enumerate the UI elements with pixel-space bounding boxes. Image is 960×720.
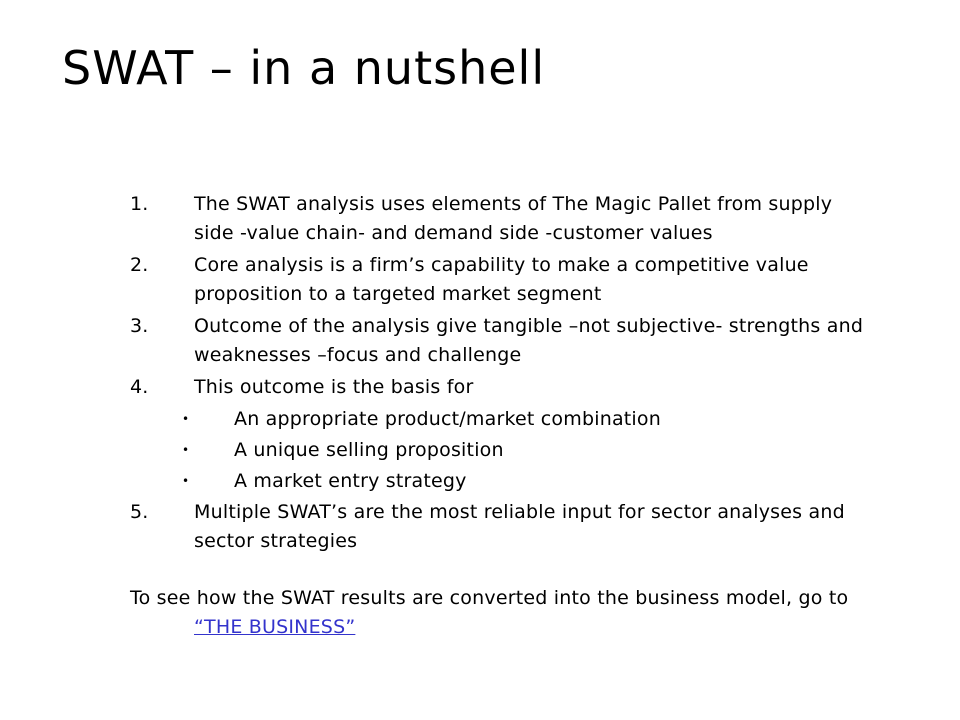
list-number: 3. — [130, 315, 149, 337]
list-number: 1. — [130, 193, 149, 215]
list-text: Core analysis is a firm’s capability to make a competitive value proposition to a targeted market segment — [194, 254, 809, 305]
sub-list-item — [130, 436, 870, 465]
list-item — [130, 312, 870, 370]
list-text: This outcome is the basis for — [194, 376, 474, 398]
list-number: 5. — [130, 501, 149, 523]
list-number: 4. — [130, 376, 149, 398]
list-text: Multiple SWAT’s are the most reliable input for sector analyses and sector strategies — [194, 501, 845, 552]
sub-list-text: A market entry strategy — [234, 470, 467, 492]
list-item — [130, 373, 870, 402]
slide-title: SWAT – in a nutshell — [62, 41, 546, 95]
closing-text: To see how the SWAT results are converted into the business model, go to — [130, 587, 849, 609]
the-business-link[interactable]: “THE BUSINESS” — [194, 616, 356, 638]
list-item — [130, 251, 870, 309]
slide-content — [130, 190, 870, 642]
list-number: 2. — [130, 254, 149, 276]
sub-list-item — [130, 467, 870, 496]
closing-paragraph — [130, 584, 870, 642]
sub-list-text: A unique selling proposition — [234, 439, 504, 461]
bullet-icon: • — [182, 443, 190, 457]
sub-list-item — [130, 405, 870, 434]
sub-list-text: An appropriate product/market combination — [234, 408, 661, 430]
bullet-icon: • — [182, 412, 190, 426]
list-text: Outcome of the analysis give tangible –not subjective- strengths and weaknesses –focus and challenge — [194, 315, 864, 366]
list-text: The SWAT analysis uses elements of The Magic Pallet from supply side -value chain- and demand side -customer values — [194, 193, 833, 244]
list-item — [130, 190, 870, 248]
bullet-icon: • — [182, 474, 190, 488]
list-item — [130, 498, 870, 556]
